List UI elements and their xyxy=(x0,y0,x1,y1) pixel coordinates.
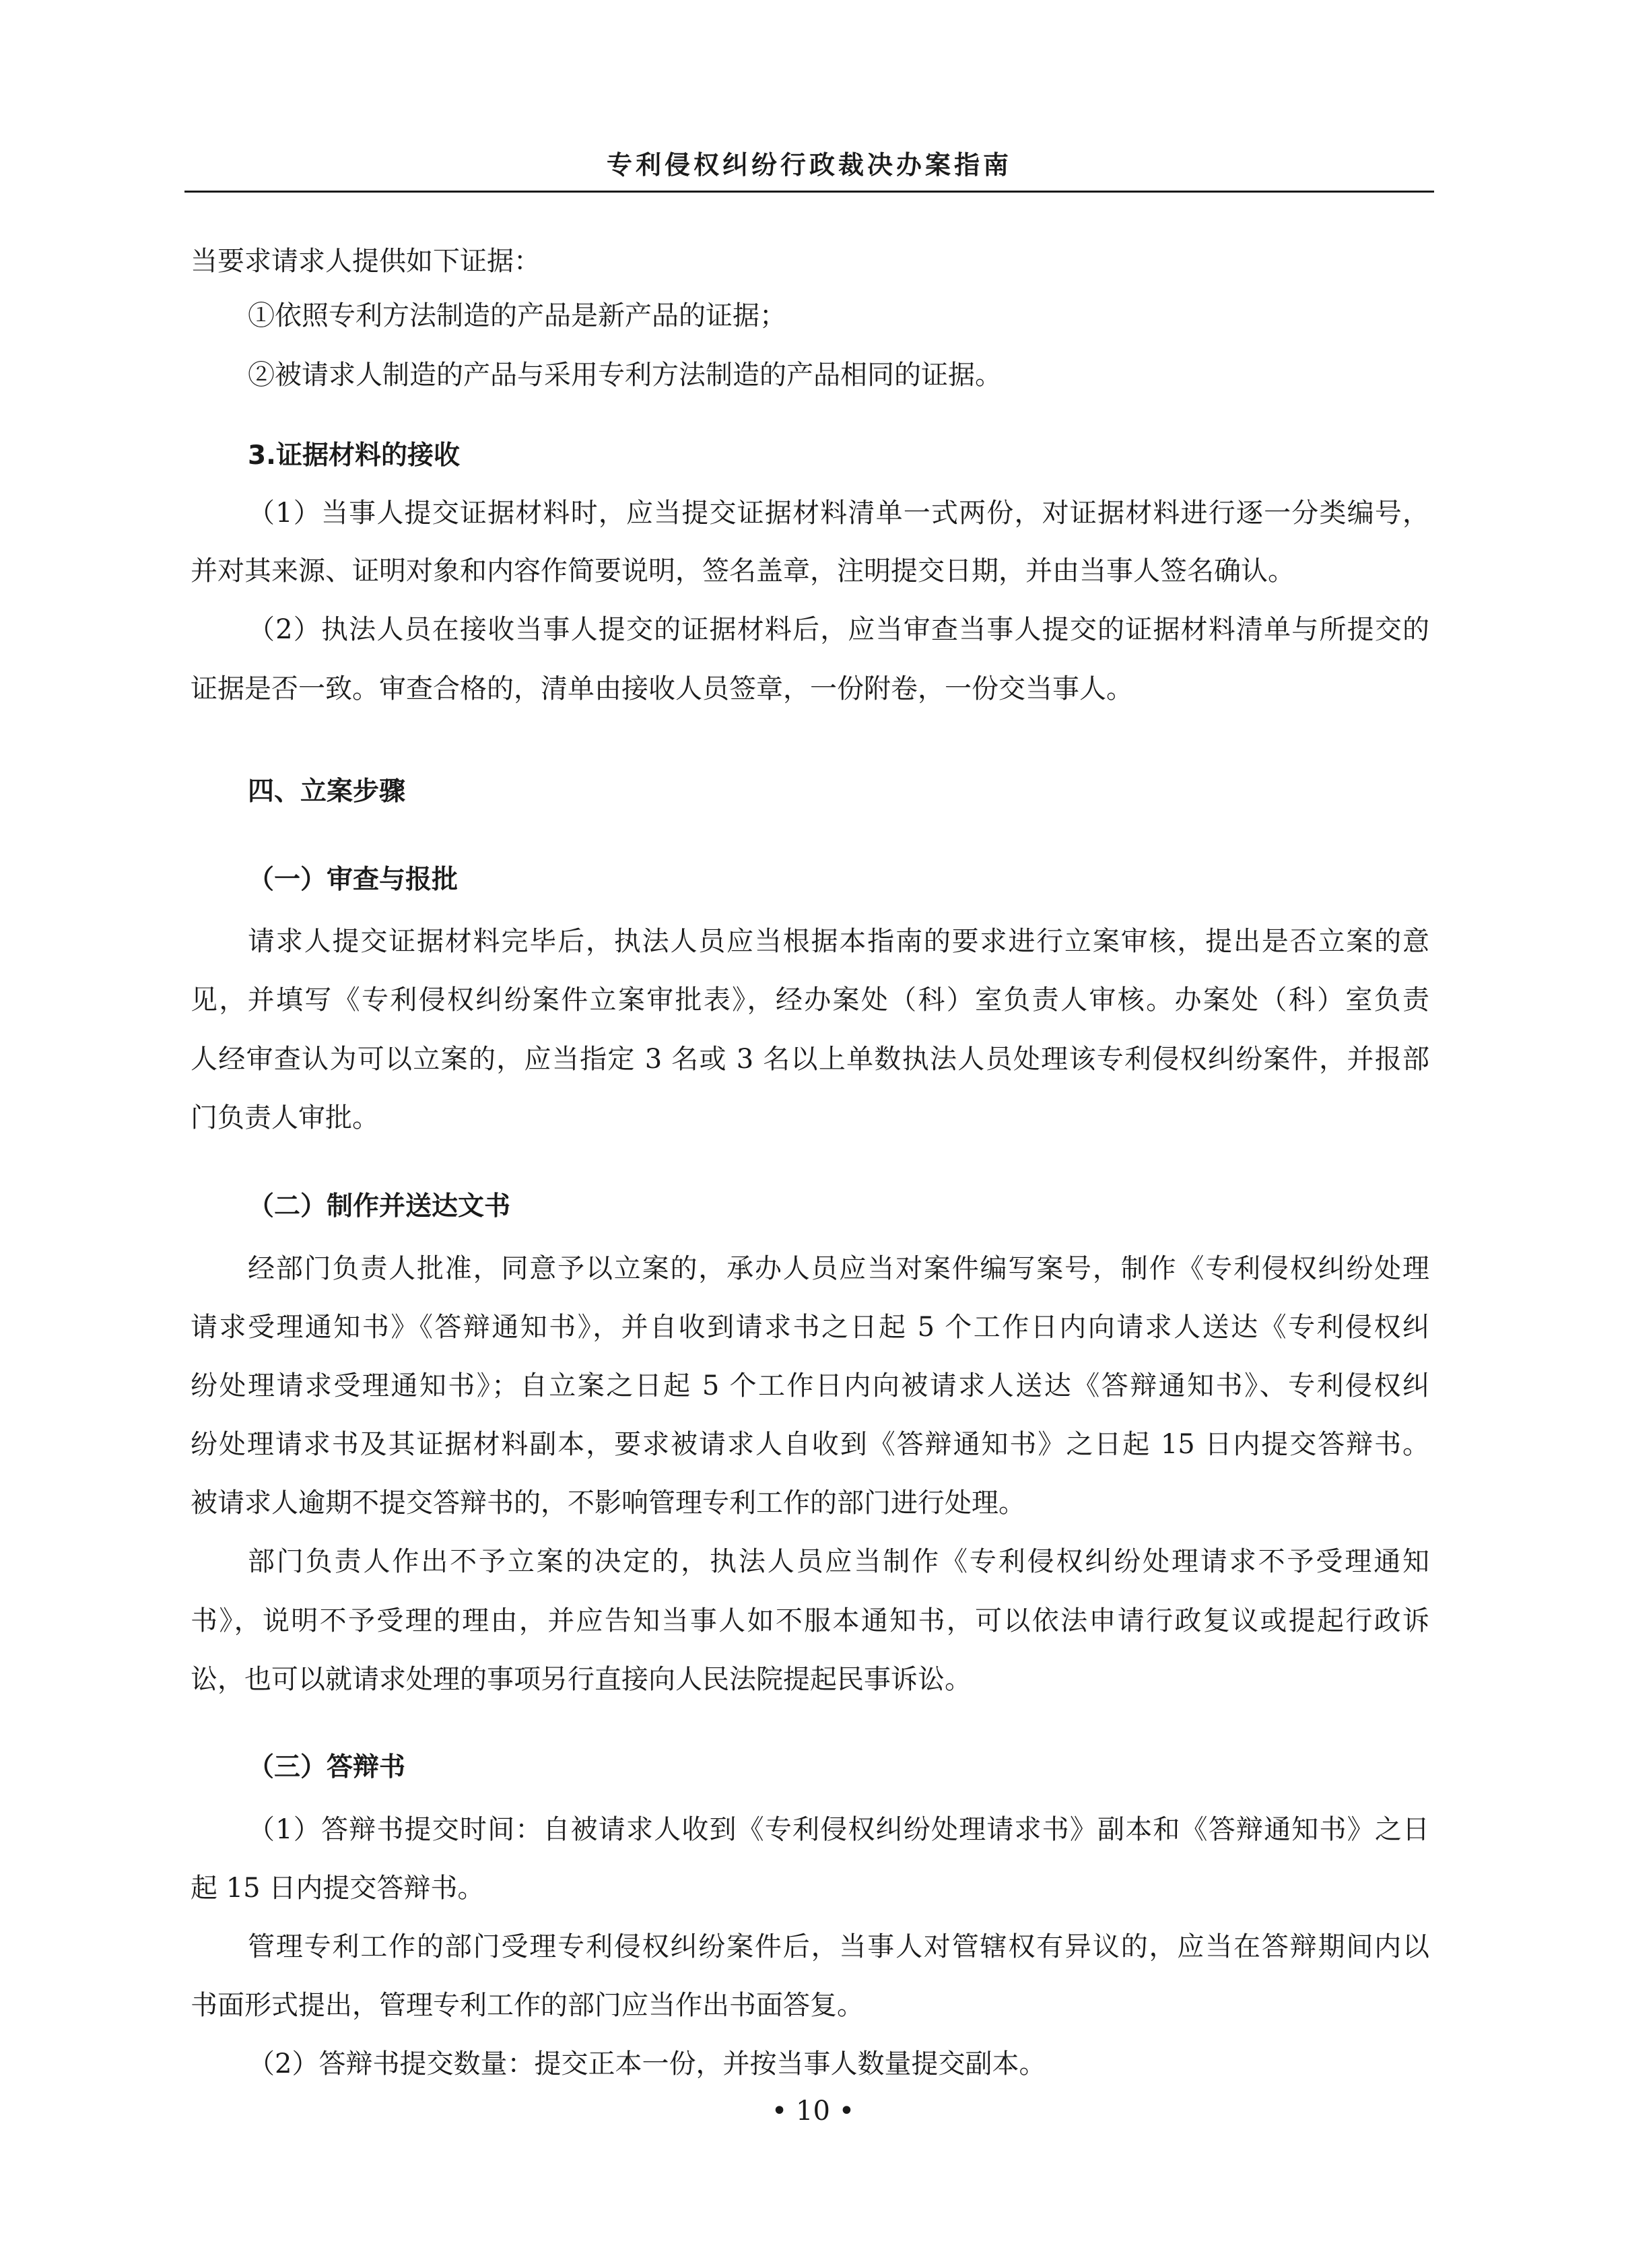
list-item: ①依照专利方法制造的产品是新产品的证据； xyxy=(248,300,786,331)
header-rule xyxy=(184,191,1434,193)
section-heading: （三）答辩书 xyxy=(248,1752,406,1782)
text-line: 管理专利工作的部门受理专利侵权纠纷案件后，当事人对管辖权有异议的，应当在答辩期间内以 xyxy=(248,1931,1429,1962)
text-line: 请求人提交证据材料完毕后，执法人员应当根据本指南的要求进行立案审核，提出是否立案的意 xyxy=(248,926,1429,957)
text-line: 纷处理请求受理通知书》；自立案之日起 5 个工作日内向被请求人送达《答辩通知书》、专利侵权纠 xyxy=(191,1370,1429,1401)
section-heading: （二）制作并送达文书 xyxy=(248,1191,511,1222)
list-item: ②被请求人制造的产品与采用专利方法制造的产品相同的证据。 xyxy=(248,360,1002,391)
text-line: 见，并填写《专利侵权纠纷案件立案审批表》，经办案处（科）室负责人审核。办案处（科）室负责 xyxy=(191,985,1429,1015)
text-line: 证据是否一致。审查合格的，清单由接收人员签章，一份附卷，一份交当事人。 xyxy=(191,673,1133,704)
text-line: 人经审查认为可以立案的，应当指定 3 名或 3 名以上单数执法人员处理该专利侵权纠纷案件，并报部 xyxy=(191,1044,1429,1075)
text-line: 部门负责人作出不予立案的决定的，执法人员应当制作《专利侵权纠纷处理请求不予受理通知 xyxy=(248,1546,1429,1577)
text-line: 请求受理通知书》《答辩通知书》，并自收到请求书之日起 5 个工作日内向请求人送达《专利侵权纠 xyxy=(191,1312,1429,1343)
section-heading: （一）审查与报批 xyxy=(248,865,459,895)
text-line: 并对其来源、证明对象和内容作简要说明，签名盖章，注明提交日期，并由当事人签名确认。 xyxy=(191,556,1295,587)
text-line: 讼，也可以就请求处理的事项另行直接向人民法院提起民事诉讼。 xyxy=(191,1664,972,1695)
text-line: （2）执法人员在接收当事人提交的证据材料后，应当审查当事人提交的证据材料清单与所提交的 xyxy=(248,614,1429,645)
chapter-heading: 四、立案步骤 xyxy=(248,776,406,807)
running-header: 专利侵权纠纷行政裁决办案指南 xyxy=(606,149,1012,180)
text-line: （1）答辩书提交时间：自被请求人收到《专利侵权纠纷处理请求书》副本和《答辩通知书》之日 xyxy=(248,1814,1429,1845)
text-line: 被请求人逾期不提交答辩书的，不影响管理专利工作的部门进行处理。 xyxy=(191,1488,1025,1519)
text-line: 书面形式提出，管理专利工作的部门应当作出书面答复。 xyxy=(191,1990,864,2021)
text-line: 门负责人审批。 xyxy=(191,1102,379,1133)
text-line: 起 15 日内提交答辩书。 xyxy=(191,1873,485,1904)
page-number: • 10 • xyxy=(771,2096,855,2127)
text-line: 纷处理请求书及其证据材料副本，要求被请求人自收到《答辩通知书》之日起 15 日内提交答辩书。 xyxy=(191,1429,1429,1460)
text-line: 书》，说明不予受理的理由，并应告知当事人如不服本通知书，可以依法申请行政复议或提起行政诉 xyxy=(191,1605,1429,1636)
text-line: 经部门负责人批准，同意予以立案的，承办人员应当对案件编写案号，制作《专利侵权纠纷处理 xyxy=(248,1253,1429,1284)
section-heading: 3.证据材料的接收 xyxy=(248,440,460,471)
text-line: 当要求请求人提供如下证据： xyxy=(191,246,541,277)
text-line: （2）答辩书提交数量：提交正本一份，并按当事人数量提交副本。 xyxy=(248,2048,1046,2079)
text-line: （1）当事人提交证据材料时，应当提交证据材料清单一式两份，对证据材料进行逐一分类编号， xyxy=(248,498,1429,529)
